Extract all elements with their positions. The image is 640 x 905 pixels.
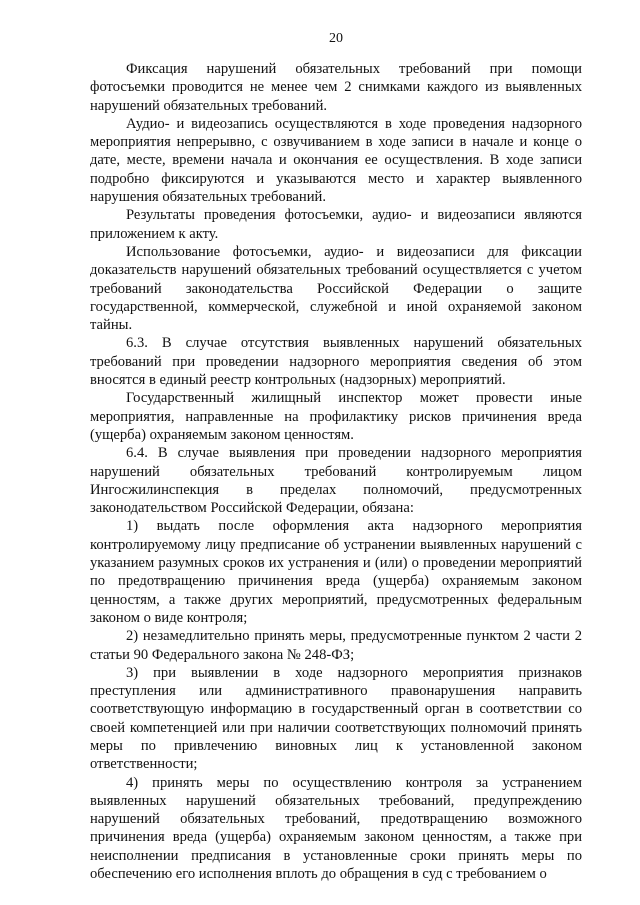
list-item-2-immediate-measures: 2) незамедлительно принять меры, предусмотренные пунктом 2 части 2 статьи 90 Федерального закона № 248-ФЗ; bbox=[90, 628, 582, 663]
paragraph-section-6-4: 6.4. В случае выявления при проведении надзорного мероприятия нарушений обязательных требований контролируемым лицом Ингосжилинспекция в пределах полномочий, предусмотренных законодательством Российской Федерации, обязана: bbox=[90, 445, 582, 517]
paragraph-audio-video-recording: Аудио- и видеозапись осуществляются в ходе проведения надзорного мероприятия непрерывно, с озвучиванием в ходе записи в начале и конце о дате, месте, времени начала и окончания ее осуществления. В ходе записи подробно фиксируются и указываются место и характер выявленного нарушения обязательных требований. bbox=[90, 115, 582, 206]
document-body bbox=[90, 60, 582, 883]
page-number: 20 bbox=[329, 31, 343, 46]
list-item-1-issue-order: 1) выдать после оформления акта надзорного мероприятия контролируемому лицу предписание об устранении выявленных нарушений с указанием разумных сроков их устранения и (или) о проведении мероприятий по предотвращению причинения вреда (ущерба) охраняемым законом ценностям, а также других мероприятий, предусмотренных федеральным законом о виде контроля; bbox=[90, 518, 582, 626]
list-item-4-control-measures: 4) принять меры по осуществлению контроля за устранением выявленных нарушений обязательных требований, предупреждению нарушений обязательных требований, предотвращению возможного причинения вреда (ущерба) охраняемым законом ценностям, а также при неисполнении предписания в установленные сроки принять меры по обеспечению его исполнения вплоть до обращения в суд с требованием о bbox=[90, 774, 582, 883]
paragraph-use-of-recordings: Использование фотосъемки, аудио- и видеозаписи для фиксации доказательств нарушений обязательных требований осуществляется с учетом требований законодательства Российской Федерации о защите государственной, коммерческой, служебной и иной охраняемой законом тайны. bbox=[90, 243, 582, 334]
paragraph-inspector-measures: Государственный жилищный инспектор может провести иные мероприятия, направленные на профилактику рисков причинения вреда (ущерба) охраняемым законом ценностям. bbox=[90, 390, 582, 443]
paragraph-section-6-3: 6.3. В случае отсутствия выявленных нарушений обязательных требований при проведении надзорного мероприятия сведения об этом вносятся в единый реестр контрольных (надзорных) мероприятий. bbox=[90, 335, 582, 389]
paragraph-photo-fixation: Фиксация нарушений обязательных требований при помощи фотосъемки проводится не менее чем 2 снимками каждого из выявленных нарушений обязательных требований. bbox=[90, 61, 582, 114]
paragraph-results-attachment: Результаты проведения фотосъемки, аудио- и видеозаписи являются приложением к акту. bbox=[90, 207, 582, 242]
list-item-3-report-offence: 3) при выявлении в ходе надзорного мероприятия признаков преступления или административного правонарушения направить соответствующую информацию в государственный орган в соответствии со своей компетенцией или при наличии соответствующих полномочий принять меры по привлечению виновных лиц к установленной законом ответственности; bbox=[90, 664, 582, 773]
